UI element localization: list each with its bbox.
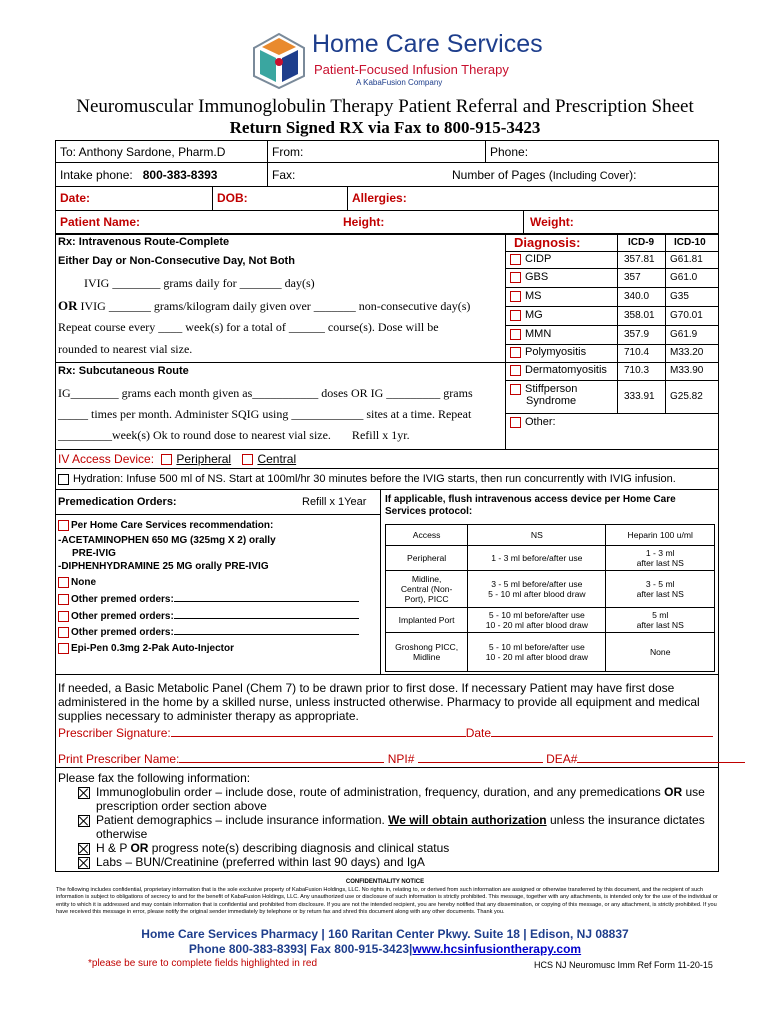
icd10-code: G61.9 bbox=[670, 329, 698, 340]
iv-line2-text: IVIG _______ grams/kilogram daily given over _______ non-consecutive day(s) bbox=[77, 299, 471, 313]
premed-other3[interactable] bbox=[58, 627, 359, 638]
other3-label: Other premed orders: bbox=[71, 627, 174, 639]
iv-access-label: IV Access Device: bbox=[58, 452, 155, 466]
diagnosis-name: Dermatomyositis bbox=[525, 364, 607, 376]
confidential-heading: CONFIDENTIALITY NOTICE bbox=[345, 879, 425, 885]
footer-form-id: HCS NJ Neuromusc Imm Ref Form 11-20-15 bbox=[534, 960, 713, 970]
central-label: Central bbox=[257, 452, 297, 466]
diagnosis-name: Polymyositis bbox=[525, 346, 587, 358]
logo-mark-icon bbox=[250, 32, 308, 90]
premed-other2[interactable] bbox=[58, 611, 359, 622]
footer-contact bbox=[0, 942, 770, 956]
intake-number: 800-383-8393 bbox=[142, 168, 218, 182]
item1c: use bbox=[682, 785, 705, 799]
none-label: None bbox=[71, 577, 96, 589]
diagnosis-name: GBS bbox=[525, 271, 549, 283]
peripheral-label: Peripheral bbox=[176, 452, 232, 466]
dea-label: DEA# bbox=[546, 752, 578, 766]
flush-cell: 1 - 3 ml after last NS bbox=[606, 546, 715, 571]
icd9-code: 358.01 bbox=[624, 310, 655, 321]
diagnosis-checkbox[interactable] bbox=[510, 417, 521, 428]
logo-parent: A KabaFusion Company bbox=[356, 78, 443, 87]
weight-field[interactable]: Weight: bbox=[530, 215, 574, 229]
flush-cell: Midline, Central (Non- Port), PICC bbox=[386, 571, 468, 608]
other2-checkbox[interactable] bbox=[58, 611, 69, 622]
diagnosis-row[interactable] bbox=[510, 253, 551, 265]
icd10-code: G25.82 bbox=[670, 391, 703, 402]
item1a: Immunoglobulin order – include dose, route of administration, frequency, duration, and any premedications bbox=[96, 785, 665, 799]
premed-refill: Refill x 1Year bbox=[302, 496, 367, 508]
icd10-code: M33.90 bbox=[670, 365, 704, 376]
item2b: We will obtain authorization bbox=[388, 813, 547, 827]
npi-label: NPI# bbox=[387, 752, 415, 766]
fax-item-1-cont: prescription order section above bbox=[96, 799, 267, 813]
hydration-checkbox[interactable] bbox=[58, 474, 69, 485]
height-field[interactable]: Height: bbox=[343, 215, 385, 229]
premed-heading: Premedication Orders: bbox=[58, 496, 177, 508]
confidential-text: The following includes confidential, proprietary information that is the sole exclusive property of KabaFusion Holdings, LLC. No rights in, relating to, or derived from such information are assigned or otherwise transferred by this document, and the recipient of such information is subject to obligations of secrecy to and for the benefit of KabaFusion Holdings, LLC. Any unauthorized use or disclosure of such information is strictly prohibited. This message, together with any attachments, is intended only for the use of the individual or entity to which it is addressed and may contain information that is confidential and prohibited from disclosure. If you are not the intended recipient, you are hereby notified that any dissemination, or copying of this message, or any attachment, is strictly prohibited. If you have received this message in error, please notify the original sender immediately by telephone or by return fax and shred this document along with any other documents. Thank you. bbox=[56, 887, 718, 916]
iv-line4: rounded to nearest vial size. bbox=[58, 342, 193, 356]
item3b: OR bbox=[130, 841, 149, 855]
date-field[interactable]: Date: bbox=[60, 191, 91, 205]
sc-line2[interactable]: _____ times per month. Administer SQIG using ____________ sites at a time. Repeat bbox=[58, 407, 472, 421]
diagnosis-row[interactable] bbox=[510, 383, 577, 407]
peripheral-checkbox[interactable] bbox=[161, 454, 172, 465]
hydration-text: Hydration: Infuse 500 ml of NS. Start at 100ml/hr 30 minutes before the IVIG starts, then run concurrently with IVIG infusion. bbox=[73, 473, 676, 485]
icd10-code: G61.0 bbox=[670, 272, 698, 283]
pages-small: Including Cover bbox=[552, 170, 630, 182]
none-checkbox[interactable] bbox=[58, 577, 69, 588]
diagnosis-checkbox[interactable] bbox=[510, 291, 521, 302]
flush-header-row bbox=[386, 525, 715, 546]
premed-none bbox=[58, 577, 96, 588]
diagnosis-name: CIDP bbox=[525, 253, 552, 265]
diagnosis-row[interactable] bbox=[510, 271, 548, 283]
other1-label: Other premed orders: bbox=[71, 594, 174, 606]
flush-cell: 5 ml after last NS bbox=[606, 608, 715, 633]
item4: Labs – BUN/Creatinine (preferred within last 90 days) and IgA bbox=[96, 855, 425, 869]
diagnosis-checkbox[interactable] bbox=[510, 310, 521, 321]
fax-item-1 bbox=[78, 785, 705, 799]
diagnosis-name-cont: Syndrome bbox=[526, 395, 577, 407]
icd9-code: 357 bbox=[624, 272, 641, 283]
diagnosis-name: MMN bbox=[525, 328, 552, 340]
flush-header-cell: Access bbox=[386, 525, 468, 546]
footer-web[interactable]: www.hcsinfusiontherapy.com bbox=[412, 942, 582, 956]
fax-field[interactable]: Fax: bbox=[272, 168, 296, 182]
item4-checkbox[interactable] bbox=[78, 857, 90, 869]
flush-row bbox=[386, 633, 715, 672]
diagnosis-name: MG bbox=[525, 309, 543, 321]
item3-checkbox[interactable] bbox=[78, 843, 90, 855]
icd10-code: G61.81 bbox=[670, 254, 703, 265]
diagnosis-row[interactable] bbox=[510, 364, 607, 376]
icd9-code: 357.81 bbox=[624, 254, 655, 265]
flush-cell: Implanted Port bbox=[386, 608, 468, 633]
diagnosis-checkbox[interactable] bbox=[510, 254, 521, 265]
hydration bbox=[58, 473, 676, 485]
item1-checkbox[interactable] bbox=[78, 787, 90, 799]
diagnosis-name: Other: bbox=[525, 416, 556, 428]
icd9-header: ICD-9 bbox=[628, 237, 655, 248]
diagnosis-row[interactable] bbox=[510, 290, 542, 302]
fax-item-4 bbox=[78, 855, 425, 869]
diagnosis-row[interactable] bbox=[510, 416, 556, 428]
from-field[interactable]: From: bbox=[272, 145, 304, 159]
icd9-code: 710.4 bbox=[624, 347, 650, 358]
diagnosis-row[interactable] bbox=[510, 328, 551, 340]
premed-acet2: PRE-IVIG bbox=[72, 548, 116, 559]
dob-field[interactable]: DOB: bbox=[217, 191, 248, 205]
icd9-code: 340.0 bbox=[624, 291, 650, 302]
item3c: progress note(s) describing diagnosis and clinical status bbox=[148, 841, 450, 855]
logo-tagline: Patient-Focused Infusion Therapy bbox=[314, 62, 509, 77]
premed-acet1: -ACETAMINOPHEN 650 MG (325mg X 2) orally bbox=[58, 535, 276, 546]
diagnosis-row[interactable] bbox=[510, 309, 543, 321]
flush-header-cell: Heparin 100 u/ml bbox=[606, 525, 715, 546]
pages-field[interactable] bbox=[452, 168, 637, 182]
to-field[interactable]: To: Anthony Sardone, Pharm.D bbox=[60, 145, 226, 159]
diagnosis-name: MS bbox=[525, 290, 542, 302]
iv-line3[interactable]: Repeat course every ____ week(s) for a total of ______ course(s). Dose will be bbox=[58, 320, 439, 334]
footer-note: *please be sure to complete fields highlighted in red bbox=[88, 958, 318, 969]
page-title: Neuromuscular Immunoglobulin Therapy Patient Referral and Prescription Sheet bbox=[76, 96, 694, 117]
flush-cell: 3 - 5 ml before/after use 5 - 10 ml after blood draw bbox=[468, 571, 606, 608]
iv-heading: Rx: Intravenous Route-Complete bbox=[58, 236, 230, 248]
sc-heading: Rx: Subcutaneous Route bbox=[58, 365, 189, 377]
premed-other1[interactable] bbox=[58, 594, 359, 605]
print-label: Print Prescriber Name: bbox=[58, 752, 180, 766]
phone-field[interactable]: Phone: bbox=[490, 145, 529, 159]
icd9-code: 333.91 bbox=[624, 391, 655, 402]
premed-epipen bbox=[58, 643, 234, 654]
fax-item-2-cont: otherwise bbox=[96, 827, 148, 841]
footer-phone: Phone 800-383-8393| Fax 800-915-3423| bbox=[188, 942, 413, 956]
flush-header-cell: NS bbox=[468, 525, 606, 546]
flush-cell: Groshong PICC, Midline bbox=[386, 633, 468, 672]
intake-label: Intake phone: bbox=[60, 168, 133, 182]
premed-diph: -DIPHENHYDRAMINE 25 MG orally PRE-IVIG bbox=[58, 561, 269, 572]
flush-row bbox=[386, 571, 715, 608]
premed-rec bbox=[58, 520, 273, 531]
icd10-header: ICD-10 bbox=[674, 237, 706, 248]
sc-line1[interactable]: IG________ grams each month given as___________ doses OR IG _________ grams bbox=[58, 386, 473, 400]
epipen-checkbox[interactable] bbox=[58, 643, 69, 654]
intake-phone bbox=[60, 168, 217, 182]
flush-cell: 1 - 3 ml before/after use bbox=[468, 546, 606, 571]
prescriber-signature[interactable] bbox=[58, 726, 713, 740]
icd10-code: M33.20 bbox=[670, 347, 704, 358]
iv-line2[interactable] bbox=[58, 298, 470, 314]
print-prescriber[interactable] bbox=[58, 752, 745, 766]
logo-company: Home Care Services bbox=[312, 30, 543, 58]
diagnosis-checkbox[interactable] bbox=[510, 272, 521, 283]
icd10-code: G35 bbox=[670, 291, 689, 302]
item1b: OR bbox=[664, 785, 683, 799]
item2-checkbox[interactable] bbox=[78, 815, 90, 827]
icd10-code: G70.01 bbox=[670, 310, 703, 321]
other2-label: Other premed orders: bbox=[71, 611, 174, 623]
flush-table bbox=[385, 524, 715, 672]
other3-checkbox[interactable] bbox=[58, 627, 69, 638]
page-subtitle: Return Signed RX via Fax to 800-915-3423 bbox=[229, 118, 541, 137]
iv-line1[interactable]: IVIG ________ grams daily for _______ day(s) bbox=[84, 276, 315, 290]
central-checkbox[interactable] bbox=[242, 454, 253, 465]
premed-rec-checkbox[interactable] bbox=[58, 520, 69, 531]
footer-address: Home Care Services Pharmacy | 160 Raritan Center Pkwy. Suite 18 | Edison, NJ 08837 bbox=[141, 927, 629, 941]
other1-checkbox[interactable] bbox=[58, 594, 69, 605]
allergies-field[interactable]: Allergies: bbox=[352, 191, 407, 205]
flush-row bbox=[386, 608, 715, 633]
fax-intro: Please fax the following information: bbox=[58, 771, 251, 785]
diagnosis-checkbox[interactable] bbox=[510, 347, 521, 358]
icd9-code: 357.9 bbox=[624, 329, 650, 340]
pages-suffix: ): bbox=[629, 168, 637, 182]
fax-item-2 bbox=[78, 813, 705, 827]
item2c: unless the insurance dictates bbox=[546, 813, 705, 827]
diagnosis-heading: Diagnosis: bbox=[514, 235, 581, 250]
iv-or: OR bbox=[58, 298, 78, 313]
flush-cell: 5 - 10 ml before/after use 10 - 20 ml after blood draw bbox=[468, 608, 606, 633]
diagnosis-row[interactable] bbox=[510, 346, 586, 358]
bmp-text: If needed, a Basic Metabolic Panel (Chem 7) to be drawn prior to first dose. If necessary Patient may have first dose administered in the home by a skilled nurse, unless instructed otherwise. Pharmacy to provide all equipment and medical supplies necessary to administer therapy as appropriate. bbox=[58, 681, 700, 723]
epipen-label: Epi-Pen 0.3mg 2-Pak Auto-Injector bbox=[71, 643, 234, 655]
diagnosis-checkbox[interactable] bbox=[510, 384, 521, 395]
flush-cell: None bbox=[606, 633, 715, 672]
flush-cell: Peripheral bbox=[386, 546, 468, 571]
diagnosis-checkbox[interactable] bbox=[510, 329, 521, 340]
flush-cell: 3 - 5 ml after last NS bbox=[606, 571, 715, 608]
patient-name-field[interactable]: Patient Name: bbox=[60, 215, 141, 229]
diagnosis-checkbox[interactable] bbox=[510, 365, 521, 376]
diagnosis-name: Stiffperson bbox=[525, 383, 578, 395]
icd9-code: 710.3 bbox=[624, 365, 650, 376]
flush-heading: If applicable, flush intravenous access device per Home Care Services protocol: bbox=[385, 494, 676, 517]
premed-rec-text: Per Home Care Services recommendation: bbox=[71, 520, 274, 532]
flush-row bbox=[386, 546, 715, 571]
item3a: H & P bbox=[96, 841, 131, 855]
logo bbox=[250, 30, 543, 92]
pages-prefix: Number of Pages ( bbox=[452, 168, 553, 182]
sc-line3[interactable]: _________week(s) Ok to round dose to nearest vial size. Refill x 1yr. bbox=[58, 428, 410, 442]
flush-cell: 5 - 10 ml before/after use 10 - 20 ml after blood draw bbox=[468, 633, 606, 672]
fax-item-3 bbox=[78, 841, 449, 855]
iv-either: Either Day or Non-Consecutive Day, Not Both bbox=[58, 255, 295, 267]
item2a: Patient demographics – include insurance information. bbox=[96, 813, 389, 827]
iv-access bbox=[58, 452, 296, 466]
date-label: Date bbox=[465, 726, 492, 740]
sig-label: Prescriber Signature: bbox=[58, 726, 171, 740]
